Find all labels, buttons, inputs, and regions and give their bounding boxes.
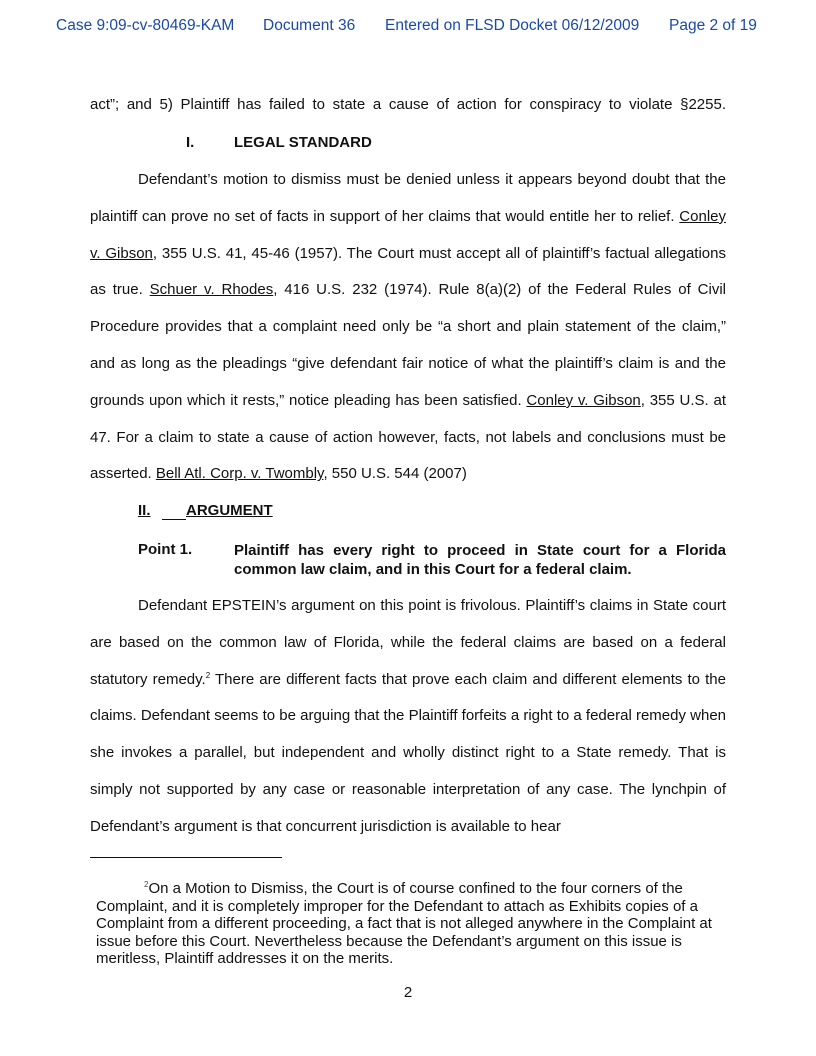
citation-bell-atl-v-twombly: Bell Atl. Corp. v. Twombly	[155, 465, 324, 483]
citation-schuer-v-rhodes: Schuer v. Rhodes	[149, 281, 274, 299]
citation-conley-v-gibson: Conley v. Gibson	[90, 207, 726, 262]
citation-conley-v-gibson-2: Conley v. Gibson	[526, 391, 641, 409]
point-1-label: Point 1.	[138, 541, 193, 558]
case-number: Case 9:09-cv-80469-KAM	[56, 17, 235, 34]
page-count: Page 2 of 19	[669, 17, 757, 34]
footnote-mark: 2	[144, 880, 149, 889]
argument-text-2: There are different facts that prove each claim and different elements to the claims. Defendant seems to be arguing that the Plaintiff forfeits a right to a federal remedy when she invokes a parallel, but independent and wholly distinct right to a State remedy. That is simply not supported by any case or reasonable interpretation of any case. The lynchpin of Defendant’s argument is that concurrent jurisdiction is available to hear	[90, 670, 726, 835]
footnote-separator	[90, 857, 282, 858]
section-2-number: II.	[138, 502, 151, 519]
argument-paragraph	[90, 588, 726, 846]
legal-standard-text-3: , 416 U.S. 232 (1974). Rule 8(a)(2) of the Federal Rules of Civil Procedure provides that a complaint need only be “a short and plain statement of the claim,” and as long as the pleadings “give defendant fair notice of what the plaintiff’s claim is and the grounds upon which it rests,” notice pleading has been satisfied.	[90, 281, 727, 409]
legal-standard-text-2: , 355 U.S. 41, 45-46 (1957). The Court must accept all of plaintiff’s factual allegations as true.	[90, 244, 726, 299]
footnote	[96, 876, 736, 968]
point-1-title: Plaintiff has every right to proceed in State court for a Florida common law claim, and in this Court for a federal claim.	[234, 542, 726, 578]
document-number: Document 36	[263, 17, 356, 34]
footnote-reference: 2	[205, 670, 211, 680]
footnote-text: On a Motion to Dismiss, the Court is of course confined to the four corners of the Complaint, and it is completely improper for the Defendant to attach as Exhibits copies of a Complaint from a different proceeding, a fact that is not alleged anywhere in the Complaint at issue before this Court. Nevertheless because the Defendant’s argument on this issue is meritless, Plaintiff addresses it on the merits.	[96, 880, 712, 968]
section-2-title: ARGUMENT	[186, 502, 273, 519]
legal-standard-text-5: , 550 U.S. 544 (2007)	[323, 465, 467, 483]
docket-header	[0, 17, 816, 39]
section-1-number: I.	[186, 134, 195, 151]
docket-entry-date: Entered on FLSD Docket 06/12/2009	[385, 17, 640, 34]
legal-standard-text-4: , 355 U.S. at 47. For a claim to state a cause of action however, facts, not labels and conclusions must be asserted.	[90, 391, 726, 483]
section-2-underline-gap	[162, 502, 186, 520]
section-1-title: LEGAL STANDARD	[234, 134, 372, 151]
legal-standard-text-1: Defendant’s motion to dismiss must be denied unless it appears beyond doubt that the plaintiff can prove no set of facts in support of her claims that would entitle her to relief.	[90, 171, 726, 225]
page-number: 2	[403, 984, 413, 1001]
legal-standard-paragraph	[90, 162, 726, 493]
intro-line: act”; and 5) Plaintiff has failed to state a cause of action for conspiracy to violate §2255.	[90, 96, 726, 113]
argument-text-1: Defendant EPSTEIN’s argument on this point is frivolous. Plaintiff’s claims in State court are based on the common law of Florida, while the federal claims are based on a federal statutory remedy.	[90, 597, 726, 688]
